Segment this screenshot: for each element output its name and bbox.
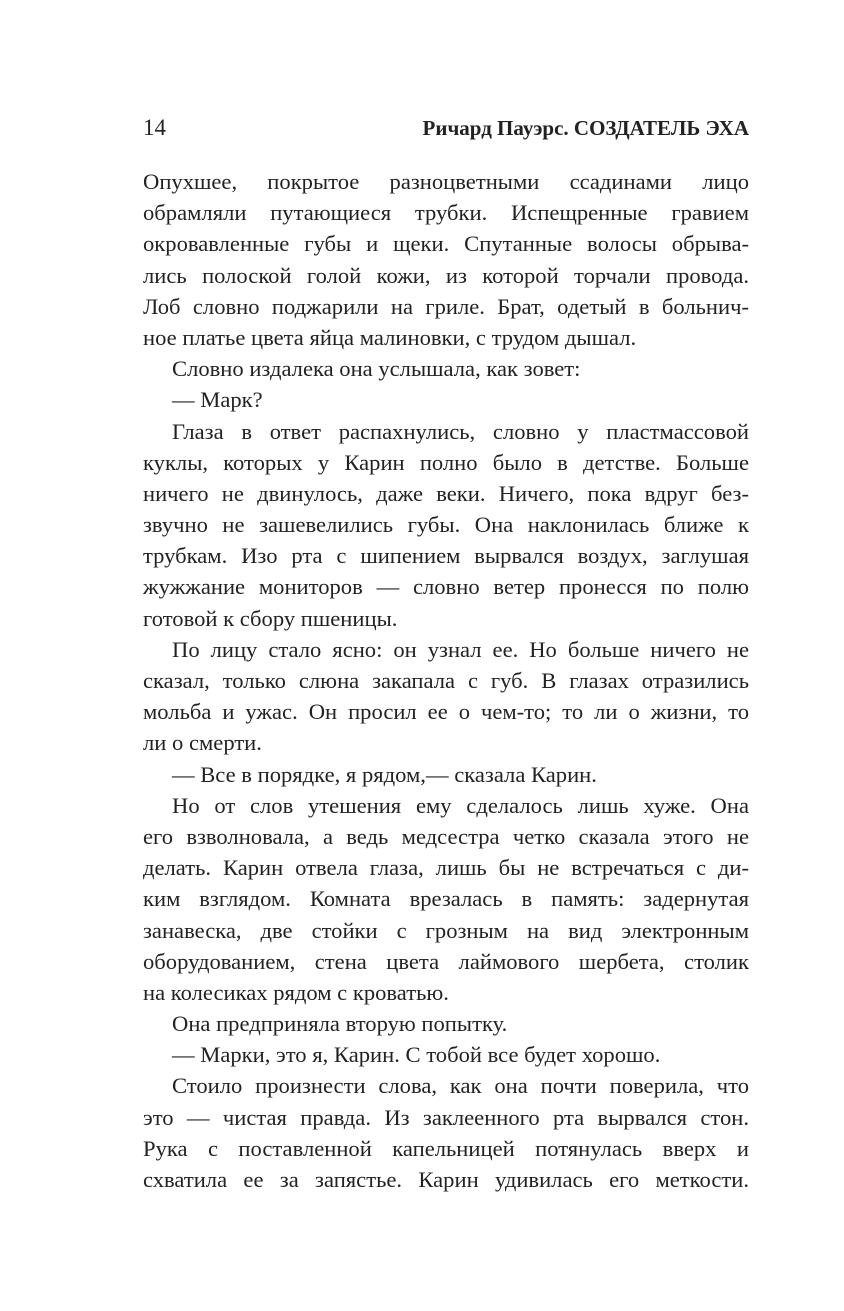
text-line: Рука с поставленной капельницей потянулась вверх и [143, 1135, 749, 1161]
text-line: схватила ее за запястье. Карин удивилась его меткости. [143, 1167, 749, 1192]
text-line: ли о смерти. [143, 730, 262, 756]
text-line: — Все в порядке, я рядом,— сказала Карин. [172, 761, 597, 787]
book-title-header: Ричард Пауэрс. СОЗДАТЕЛЬ ЭХА [422, 116, 749, 140]
text-line: — Марки, это я, Карин. С тобой все будет хорошо. [172, 1042, 661, 1068]
text-line: Лоб словно поджарили на гриле. Брат, одетый в больнич- [143, 293, 749, 319]
text-line: Словно издалека она услышала, как зовет: [172, 356, 581, 382]
text-line: Опухшее, покрытое разноцветными ссадинами лицо [143, 169, 749, 194]
text-line: трубкам. Изо рта с шипением вырвался воздух, заглушая [143, 543, 749, 569]
text-line: Стоило произнести слова, как она почти поверила, что [172, 1073, 749, 1099]
text-line: мольба и ужас. Он просил ее о чем-то; то ли о жизни, то [143, 699, 749, 725]
text-line: сказал, только слюна закапала с губ. В глазах отразились [143, 668, 749, 693]
text-line: лись полоской голой кожи, из которой торчали провода. [143, 262, 749, 288]
text-line: — Марк? [172, 387, 263, 413]
text-line: Она предприняла вторую попытку. [172, 1011, 508, 1037]
text-line: ное платье цвета яйца малиновки, с трудом дышал. [143, 324, 637, 350]
text-line: куклы, которых у Карин полно было в детстве. Больше [143, 449, 749, 475]
running-head [143, 108, 749, 148]
text-line: жужжание мониторов — словно ветер пронесся по полю [143, 574, 749, 600]
text-line: ким взглядом. Комната врезалась в память: задернутая [143, 886, 749, 912]
text-line: ничего не двинулось, даже веки. Ничего, пока вдруг без- [143, 480, 749, 506]
text-line: По лицу стало ясно: он узнал ее. Но больше ничего не [172, 636, 749, 662]
body-text [143, 166, 749, 1195]
text-line: готовой к сбору пшеницы. [143, 605, 398, 631]
book-page [143, 108, 749, 1195]
text-line: это — чистая правда. Из заклеенного рта вырвался стон. [143, 1104, 749, 1130]
text-line: обрамляли путающиеся трубки. Испещренные гравием [143, 200, 749, 226]
text-line: Но от слов утешения ему сделалось лишь хуже. Она [172, 792, 749, 818]
text-line: делать. Карин отвела глаза, лишь бы не встречаться с ди- [143, 855, 749, 881]
text-line: занавеска, две стойки с грозным на вид электронным [143, 917, 749, 943]
text-line: окровавленные губы и щеки. Спутанные волосы обрыва- [143, 231, 749, 257]
text-line: Глаза в ответ распахнулись, словно у пластмассовой [172, 418, 749, 444]
text-line: звучно не зашевелились губы. Она наклонилась ближе к [143, 512, 749, 538]
text-line: его взволновала, а ведь медсестра четко сказала этого не [143, 823, 749, 849]
page-number: 14 [143, 115, 166, 140]
text-line: на колесиках рядом с кроватью. [143, 979, 449, 1005]
text-line: оборудованием, стена цвета лаймового шербета, столик [143, 948, 749, 974]
